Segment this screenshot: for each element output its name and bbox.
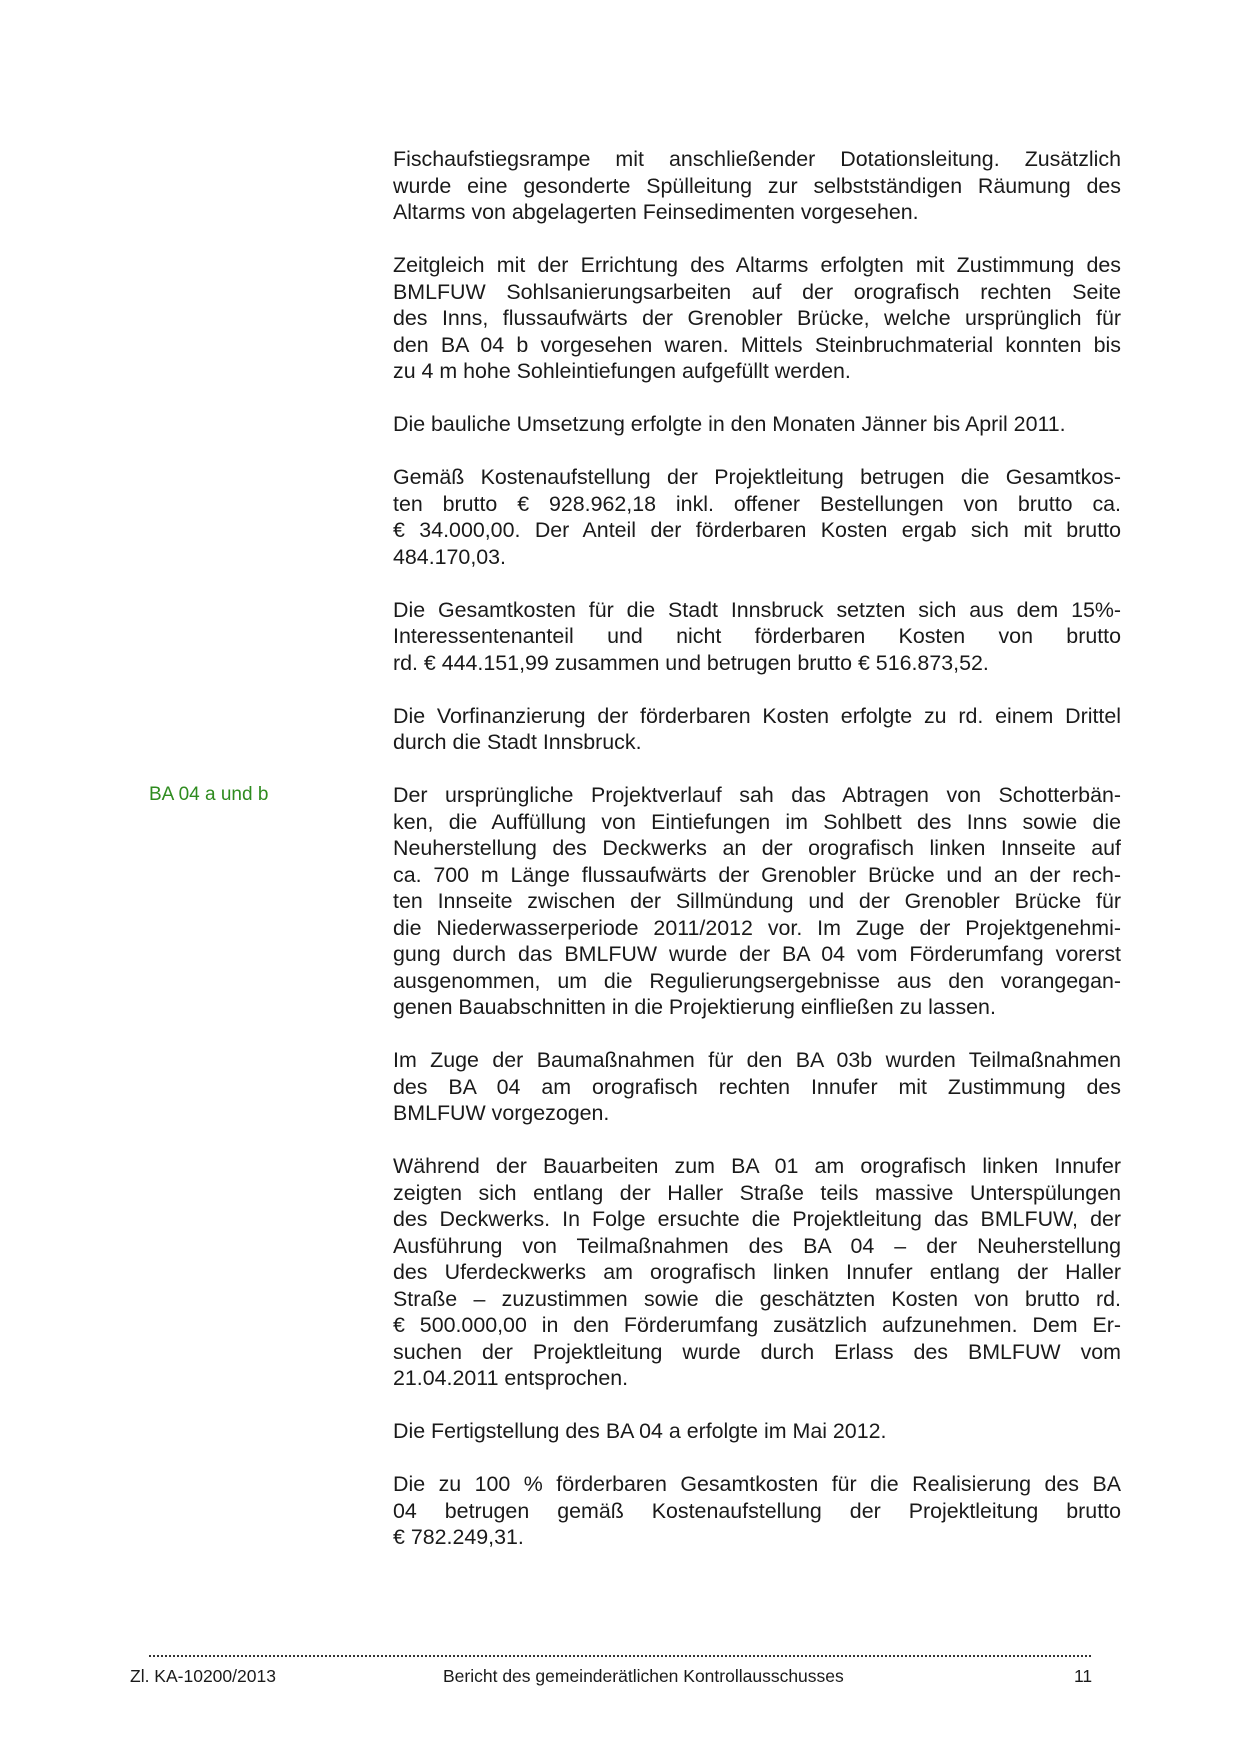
footer-title: Bericht des gemeinderätlichen Kontrollausschusses xyxy=(443,1666,844,1686)
paragraph-line: ken, die Auffüllung von Eintiefungen im Sohlbett des Inns sowie die xyxy=(393,809,1121,834)
paragraph-line: € 782.249,31. xyxy=(393,1525,524,1549)
paragraph-line: Ausführung von Teilmaßnahmen des BA 04 – der Neuherstellung xyxy=(393,1233,1121,1258)
paragraph-line: die Niederwasserperiode 2011/2012 vor. Im Zuge der Projektgenehmi- xyxy=(393,915,1121,940)
paragraph-line: Im Zuge der Baumaßnahmen für den BA 03b wurden Teilmaßnahmen xyxy=(393,1048,1121,1072)
body-paragraph xyxy=(393,597,1121,677)
paragraph-line: den BA 04 b vorgesehen waren. Mittels Steinbruchmaterial konnten bis xyxy=(393,332,1121,357)
body-paragraph xyxy=(393,411,1121,438)
paragraph-line: Der ursprüngliche Projektverlauf sah das Abtragen von Schotterbän- xyxy=(393,783,1121,807)
paragraph-line: zu 4 m hohe Sohleintiefungen aufgefüllt werden. xyxy=(393,359,851,383)
paragraph-line: 484.170,03. xyxy=(393,544,507,569)
paragraph-line: 21.04.2011 entsprochen. xyxy=(393,1366,629,1390)
paragraph-line: des Uferdeckwerks am orografisch linken Innufer entlang der Haller xyxy=(393,1260,1121,1284)
paragraph-line: wurde eine gesonderte Spülleitung zur selbstständigen Räumung des xyxy=(393,173,1121,198)
paragraph-line: des Deckwerks. In Folge ersuchte die Projektleitung das BMLFUW, der xyxy=(393,1207,1121,1231)
paragraph-line: BMLFUW Sohlsanierungsarbeiten auf der orografisch rechten Seite xyxy=(393,279,1121,304)
paragraph-line: Die Gesamtkosten für die Stadt Innsbruck setzten sich aus dem 15%- xyxy=(393,597,1121,622)
body-paragraph xyxy=(393,703,1121,756)
paragraph-line: ten Innseite zwischen der Sillmündung und der Grenobler Brücke für xyxy=(393,889,1121,913)
paragraph-line: Interessentenanteil und nicht förderbaren Kosten von brutto xyxy=(393,624,1121,648)
footer-page-number: 11 xyxy=(1074,1666,1093,1686)
body-paragraph xyxy=(393,782,1121,1021)
paragraph-line: Die Fertigstellung des BA 04 a erfolgte im Mai 2012. xyxy=(393,1419,887,1443)
body-paragraph xyxy=(393,464,1121,570)
paragraph-line: des Inns, flussaufwärts der Grenobler Brücke, welche ursprünglich für xyxy=(393,306,1121,330)
paragraph-line: des BA 04 am orografisch rechten Innufer mit Zustimmung des xyxy=(393,1074,1121,1099)
paragraph-line: € 34.000,00. Der Anteil der förderbaren Kosten ergab sich mit brutto xyxy=(393,518,1121,542)
paragraph-line: Gemäß Kostenaufstellung der Projektleitung betrugen die Gesamtkos- xyxy=(393,465,1121,489)
paragraph-line: rd. € 444.151,99 zusammen und betrugen brutto € 516.873,52. xyxy=(393,650,989,675)
paragraph-line: Während der Bauarbeiten zum BA 01 am orografisch linken Innufer xyxy=(393,1154,1121,1178)
main-text-column xyxy=(393,146,1121,1577)
paragraph-line: gung durch das BMLFUW wurde der BA 04 vom Förderumfang vorerst xyxy=(393,942,1121,966)
paragraph-line: Altarms von abgelagerten Feinsedimenten vorgesehen. xyxy=(393,200,919,224)
paragraph-line: Zeitgleich mit der Errichtung des Altarms erfolgten mit Zustimmung des xyxy=(393,253,1121,277)
paragraph-line: € 500.000,00 in den Förderumfang zusätzlich aufzunehmen. Dem Er- xyxy=(393,1313,1121,1337)
body-paragraph xyxy=(393,1153,1121,1392)
paragraph-line: Die bauliche Umsetzung erfolgte in den Monaten Jänner bis April 2011. xyxy=(393,412,1066,436)
body-paragraph xyxy=(393,1418,1121,1445)
body-paragraph xyxy=(393,252,1121,385)
margin-note-ba04: BA 04 a und b xyxy=(149,784,269,805)
footer-divider xyxy=(149,1655,1091,1657)
paragraph-line: genen Bauabschnitten in die Projektierung einfließen zu lassen. xyxy=(393,995,996,1019)
paragraph-line: Die Vorfinanzierung der förderbaren Kosten erfolgte zu rd. einem Drittel xyxy=(393,703,1121,728)
paragraph-line: zeigten sich entlang der Haller Straße teils massive Unterspülungen xyxy=(393,1180,1121,1205)
paragraph-line: Neuherstellung des Deckwerks an der orografisch linken Innseite auf xyxy=(393,836,1121,860)
paragraph-line: Straße – zuzustimmen sowie die geschätzten Kosten von brutto rd. xyxy=(393,1286,1121,1311)
footer-reference: Zl. KA-10200/2013 xyxy=(130,1666,276,1686)
body-paragraph xyxy=(393,146,1121,226)
body-paragraph xyxy=(393,1471,1121,1551)
paragraph-line: ca. 700 m Länge flussaufwärts der Grenobler Brücke und an der rech- xyxy=(393,862,1121,887)
paragraph-line: Fischaufstiegsrampe mit anschließender Dotationsleitung. Zusätzlich xyxy=(393,147,1121,171)
paragraph-line: ausgenommen, um die Regulierungsergebnisse aus den vorangegan- xyxy=(393,968,1121,993)
paragraph-line: suchen der Projektleitung wurde durch Erlass des BMLFUW vom xyxy=(393,1339,1121,1364)
paragraph-line: 04 betrugen gemäß Kostenaufstellung der Projektleitung brutto xyxy=(393,1498,1121,1523)
body-paragraph xyxy=(393,1047,1121,1127)
paragraph-line: Die zu 100 % förderbaren Gesamtkosten für die Realisierung des BA xyxy=(393,1472,1121,1496)
paragraph-line: durch die Stadt Innsbruck. xyxy=(393,730,642,754)
paragraph-line: BMLFUW vorgezogen. xyxy=(393,1101,610,1125)
paragraph-line: ten brutto € 928.962,18 inkl. offener Bestellungen von brutto ca. xyxy=(393,491,1121,516)
